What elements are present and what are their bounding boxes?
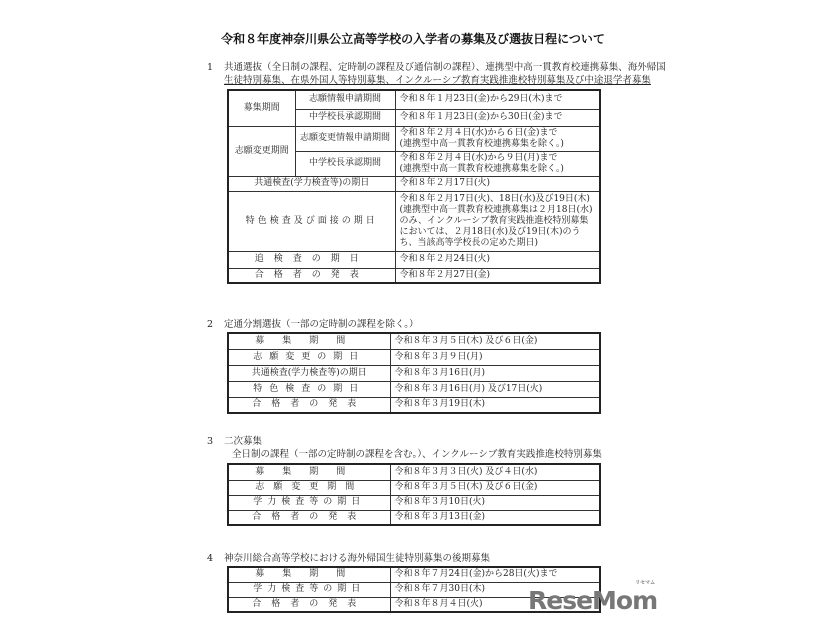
page-title: 令和８年度神奈川県公立高等学校の入学者の募集及び選抜日程について xyxy=(221,32,605,46)
row-value: 令和８年７月24日(金)から28日(火)まで xyxy=(390,567,600,582)
row-value: 令和８年３月19日(木) xyxy=(390,397,600,413)
row-label: 追検査の期日 xyxy=(228,251,395,268)
logo-text: ReseMom xyxy=(528,586,658,615)
row-label: 学力検査等の期日 xyxy=(228,495,390,510)
row-value xyxy=(395,191,600,251)
group-label: 募集期間 xyxy=(228,90,295,126)
row-value: 令和８年３月５日(木) 及び６日(金) xyxy=(390,333,600,349)
row-label: 募集期間 xyxy=(228,464,390,480)
section-number: 3 xyxy=(207,436,214,447)
row-value: 令和８年３月13日(金) xyxy=(390,510,600,525)
value-text: 令和８年２月４日(水)から９日(月)まで xyxy=(399,152,558,163)
schedule-table-3 xyxy=(227,463,601,526)
value-note: (連携型中高一貫教育校連携募集は２月18日(水)のみ、インクルーシブ教育実践推進校特別募集においては、２月18日(水)及び19日(木)のうち、当該高等学校長の定めた期日) xyxy=(399,204,593,248)
row-value: 令和８年３月16日(月) xyxy=(390,365,600,381)
row-label: 共通検査(学力検査等)の期日 xyxy=(228,176,395,191)
row-value: 令和８年１月23日(金)から30日(金)まで xyxy=(395,109,600,126)
row-value: 令和８年３月３日(火) 及び４日(水) xyxy=(390,464,600,480)
row-value: 令和８年２月27日(金) xyxy=(395,268,600,283)
row-label: 志願変更情報申請期間 xyxy=(295,126,395,151)
row-value: 令和８年３月10日(火) xyxy=(390,495,600,510)
value-text: 令和８年２月17日(火)、18日(水)及び19日(木) xyxy=(399,193,590,204)
row-label: 志願情報申請期間 xyxy=(295,90,395,109)
schedule-table-2 xyxy=(227,332,601,414)
section-heading: 二次募集 xyxy=(224,436,263,447)
row-label: 中学校長承認期間 xyxy=(295,109,395,126)
section-subheading: 全日制の課程（一部の定時制の課程を含む。）、インクルーシブ教育実践推進校特別募集 xyxy=(232,449,602,460)
value-note: (連携型中高一貫教育校連携募集を除く。) xyxy=(399,138,564,149)
group-label: 志願変更期間 xyxy=(228,126,295,176)
row-label: 合格者の発表 xyxy=(228,597,390,612)
section-heading: 定通分割選抜（一部の定時制の課程を除く。） xyxy=(224,319,419,330)
section-number: 4 xyxy=(207,553,214,564)
row-label: 合格者の発表 xyxy=(228,268,395,283)
row-label: 共通検査(学力検査等)の期日 xyxy=(228,365,390,381)
row-label: 募集期間 xyxy=(228,567,390,582)
resemom-logo xyxy=(528,580,658,615)
row-value: 令和８年１月23日(金)から29日(木)まで xyxy=(395,90,600,109)
row-value xyxy=(395,151,600,176)
row-label: 志願変更の期日 xyxy=(228,349,390,365)
row-label: 中学校長承認期間 xyxy=(295,151,395,176)
row-value: 令和８年２月24日(火) xyxy=(395,251,600,268)
row-label: 特色検査及び面接の期日 xyxy=(228,191,395,251)
row-label: 学力検査等の期日 xyxy=(228,582,390,597)
section-number: 1 xyxy=(207,62,214,73)
row-value: 令和８年８月４日(火) xyxy=(390,597,600,612)
row-label: 合格者の発表 xyxy=(228,397,390,413)
row-label: 志願変更期間 xyxy=(228,480,390,495)
row-label: 特色検査の期日 xyxy=(228,381,390,397)
row-value: 令和８年７月30日(木) xyxy=(390,582,600,597)
row-label: 合格者の発表 xyxy=(228,510,390,525)
row-value: 令和８年３月９日(月) xyxy=(390,349,600,365)
section-number: 2 xyxy=(207,319,214,330)
section-heading-cont: 生徒特別募集、在県外国人等特別募集、インクルーシブ教育実践推進校特別募集及び中途退学者募集 xyxy=(224,75,651,86)
section-heading: 共通選抜（全日制の課程、定時制の課程及び通信制の課程）、連携型中高一貫教育校連携募集、海外帰国 xyxy=(224,62,666,73)
row-label: 募集期間 xyxy=(228,333,390,349)
row-value: 令和８年３月16日(月) 及び17日(火) xyxy=(390,381,600,397)
row-value: 令和８年３月５日(木) 及び６日(金) xyxy=(390,480,600,495)
section-heading: 神奈川総合高等学校における海外帰国生徒特別募集の後期募集 xyxy=(224,553,491,564)
row-value xyxy=(395,126,600,151)
schedule-table-1 xyxy=(227,89,601,284)
value-note: (連携型中高一貫教育校連携募集を除く。) xyxy=(399,163,564,174)
row-value: 令和８年２月17日(火) xyxy=(395,176,600,191)
value-text: 令和８年２月４日(水)から６日(金)まで xyxy=(399,127,558,138)
logo-ruby: リセマム xyxy=(635,580,656,586)
